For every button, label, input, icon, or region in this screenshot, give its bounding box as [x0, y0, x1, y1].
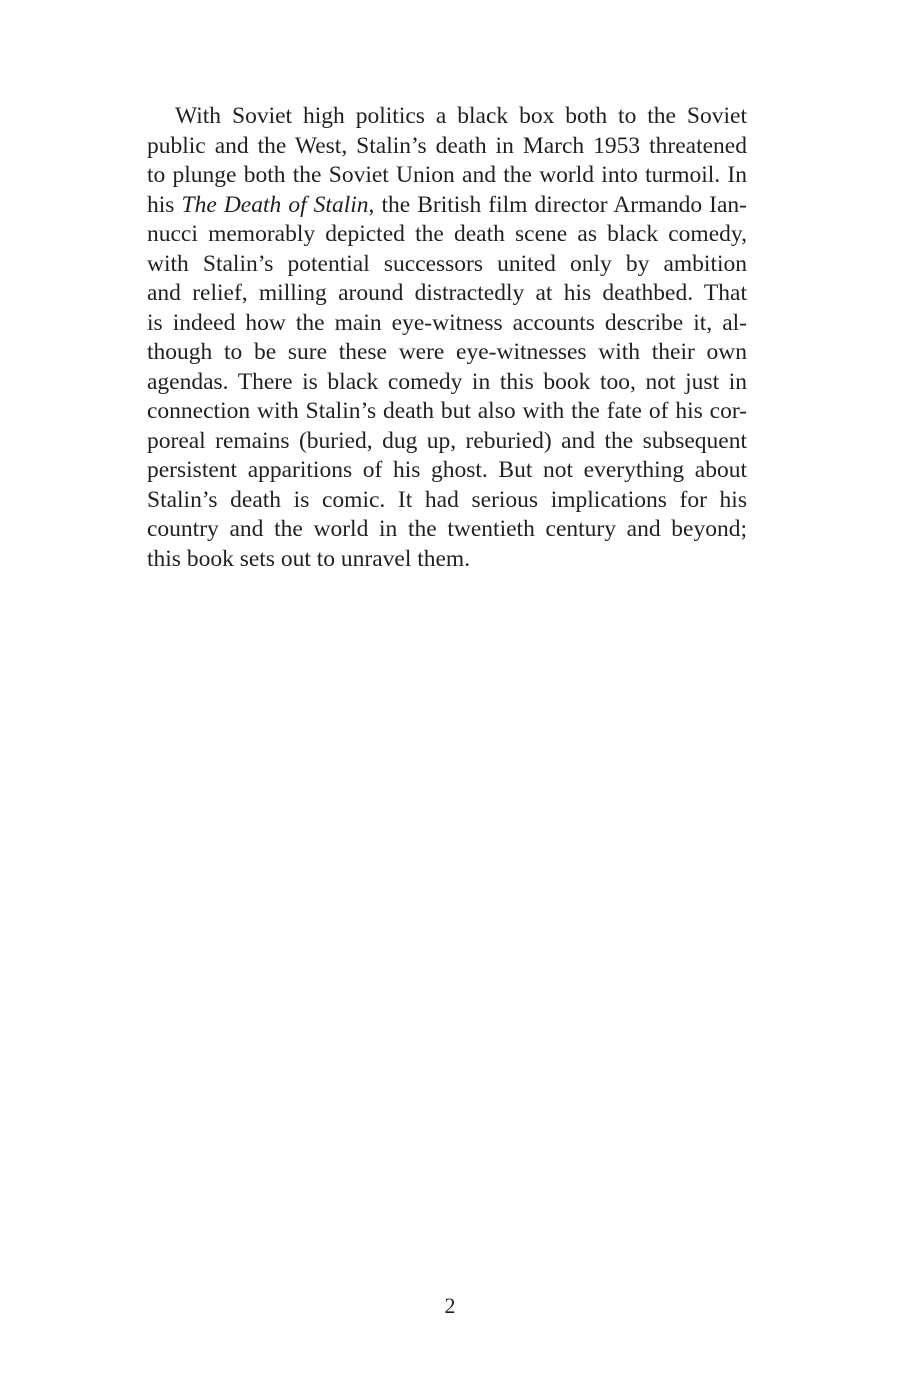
- text-line: Stalin’s death is comic. It had serious implications for his: [147, 486, 747, 513]
- text-segment: his: [147, 191, 182, 218]
- text-line: country and the world in the twentieth century and beyond;: [147, 516, 747, 542]
- text-line: poreal remains (buried, dug up, reburied) and the subsequent: [147, 427, 747, 454]
- text-segment: , the British film director Armando Ian-: [368, 191, 747, 218]
- text-line: though to be sure these were eye-witnesses with their own: [147, 339, 747, 365]
- text-line: [147, 191, 747, 221]
- text-line: agendas. There is black comedy in this book too, not just in: [147, 368, 747, 395]
- text-line: public and the West, Stalin’s death in March 1953 threatened: [147, 132, 747, 159]
- text-line: connection with Stalin’s death but also with the fate of his cor-: [147, 398, 747, 424]
- text-line: this book sets out to unravel them.: [147, 545, 471, 572]
- body-paragraph: [147, 102, 747, 574]
- text-line: and relief, milling around distractedly at his deathbed. That: [147, 280, 747, 306]
- text-line: to plunge both the Soviet Union and the world into turmoil. In: [147, 162, 747, 188]
- text-line: with Stalin’s potential successors united only by ambition: [147, 250, 747, 277]
- text-line: persistent apparitions of his ghost. But not everything about: [147, 457, 747, 483]
- text-line: is indeed how the main eye-witness accounts describe it, al-: [147, 309, 747, 336]
- text-line: With Soviet high politics a black box both to the Soviet: [175, 103, 747, 129]
- book-title: The Death of Stalin: [181, 191, 369, 218]
- text-line: nucci memorably depicted the death scene as black comedy,: [147, 221, 747, 247]
- page-number: 2: [444, 1293, 456, 1318]
